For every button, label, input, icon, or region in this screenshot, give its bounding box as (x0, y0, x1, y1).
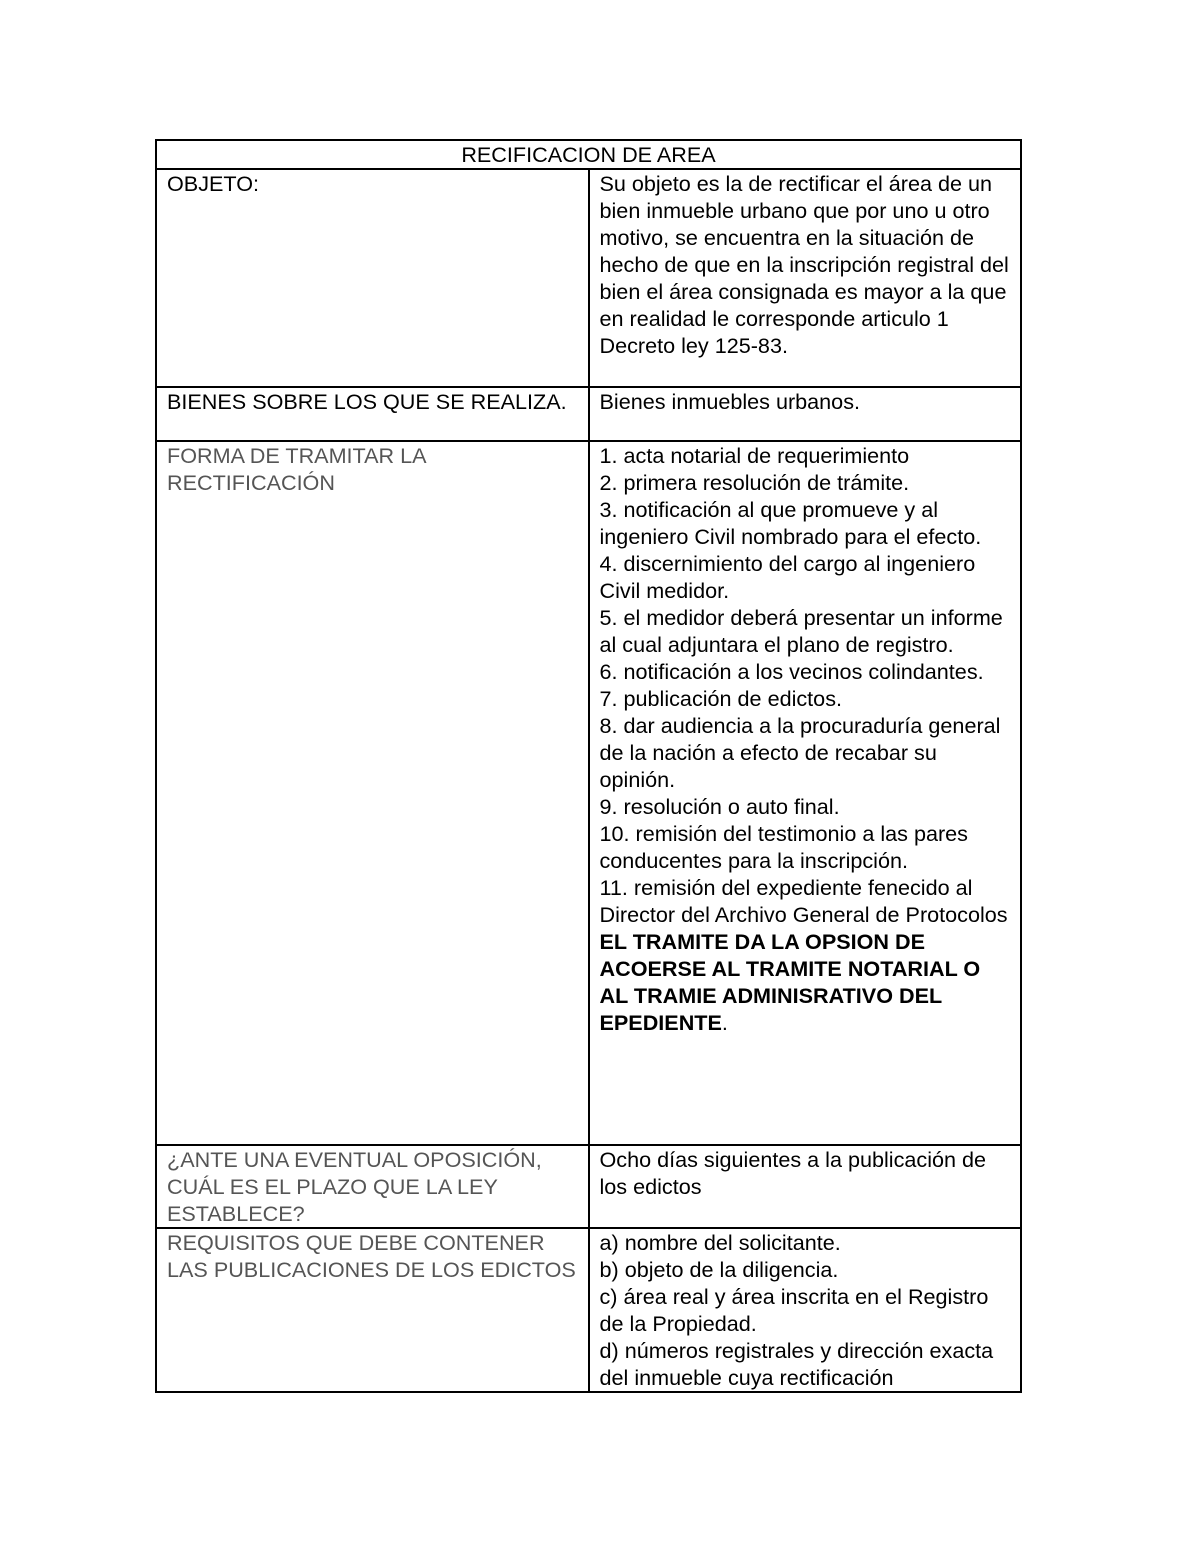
table-row-objeto (156, 169, 1021, 387)
list-item: 2. primera resolución de trámite. (599, 470, 910, 495)
list-item: 11. remisión del expediente fenecido al Director del Archivo General de Protocolos (599, 875, 1008, 927)
rectification-table (155, 139, 1022, 1393)
table-title: RECIFICACION DE AREA (156, 140, 1021, 169)
row-content: Ocho días siguientes a la publicación de los edictos (589, 1145, 1022, 1228)
list-item: 10. remisión del testimonio a las pares conducentes para la inscripción. (599, 821, 968, 873)
list-item: d) números registrales y dirección exacta del inmueble cuya rectificación (599, 1338, 994, 1390)
row-label: ¿ANTE UNA EVENTUAL OPOSICIÓN, CUÁL ES EL PLAZO QUE LA LEY ESTABLECE? (156, 1145, 589, 1228)
table-row-bienes (156, 387, 1021, 441)
row-label: REQUISITOS QUE DEBE CONTENER LAS PUBLICACIONES DE LOS EDICTOS (156, 1228, 589, 1392)
list-item: 5. el medidor deberá presentar un informe al cual adjuntara el plano de registro. (599, 605, 1003, 657)
list-item: 7. publicación de edictos. (599, 686, 842, 711)
table-row-oposicion (156, 1145, 1021, 1228)
list-item: 3. notificación al que promueve y al ingeniero Civil nombrado para el efecto. (599, 497, 982, 549)
row-label: BIENES SOBRE LOS QUE SE REALIZA. (156, 387, 589, 441)
row-content: Su objeto es la de rectificar el área de un bien inmueble urbano que por uno u otro motivo, se encuentra en la situación de hecho de que en la inscripción registral del bien el área consignada es mayor a la que en realidad le corresponde articulo 1 Decreto ley 125-83. (589, 169, 1022, 387)
bold-note (600, 928, 1013, 1036)
row-label: OBJETO: (156, 169, 589, 387)
list-item: b) objeto de la diligencia. (599, 1257, 839, 1282)
table-title-row (156, 140, 1021, 169)
bold-note-end: . (721, 1010, 728, 1035)
list-item: c) área real y área inscrita en el Registro de la Propiedad. (599, 1284, 989, 1336)
table-row-forma (156, 441, 1021, 1145)
list-item: 4. discernimiento del cargo al ingeniero Civil medidor. (599, 551, 976, 603)
list-item: 6. notificación a los vecinos colindantes. (599, 659, 984, 684)
row-content-list (589, 441, 1022, 1145)
list-item: 8. dar audiencia a la procuraduría general de la nación a efecto de recabar su opinión. (599, 713, 1001, 792)
list-item: 9. resolución o auto final. (599, 794, 840, 819)
row-content: Bienes inmuebles urbanos. (589, 387, 1022, 441)
row-label: FORMA DE TRAMITAR LA RECTIFICACIÓN (156, 441, 589, 1145)
list-item: a) nombre del solicitante. (599, 1230, 841, 1255)
bold-note-text: EL TRAMITE DA LA OPSION DE ACOERSE AL TRAMITE NOTARIAL O AL TRAMIE ADMINISRATIVO DEL EPEDIENTE (599, 929, 981, 1035)
table-row-requisitos (156, 1228, 1021, 1392)
row-content-list (589, 1228, 1022, 1392)
list-item: 1. acta notarial de requerimiento (599, 443, 910, 468)
